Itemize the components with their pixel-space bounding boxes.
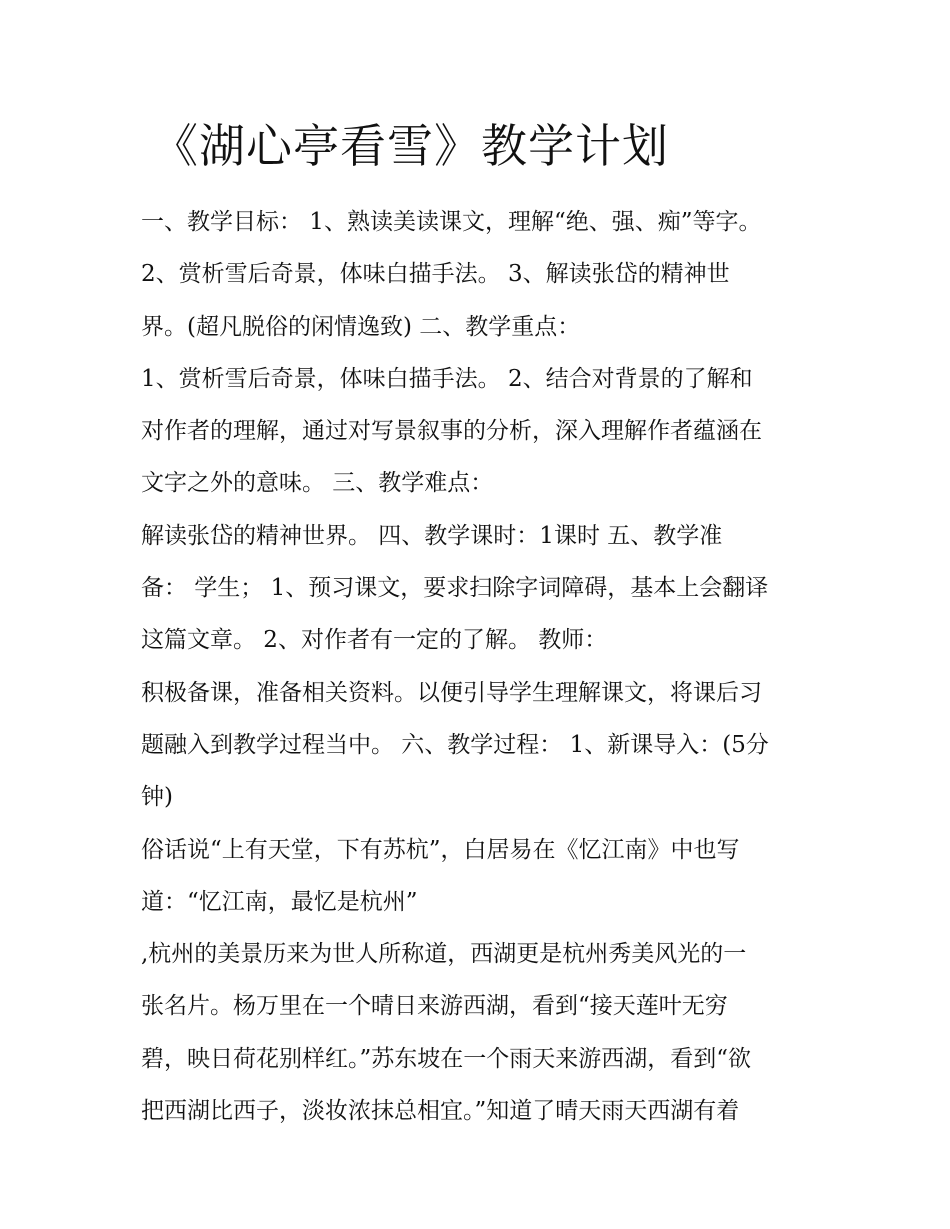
text-line: ,杭州的美景历来为世人所称道，西湖更是杭州秀美风光的一 (141, 941, 747, 968)
text-line: 界。(超凡脱俗的闲情逸致) 二、教学重点： (141, 313, 581, 340)
text-line: 1、赏析雪后奇景，体味白描手法。 2、结合对背景的了解和 (141, 365, 753, 392)
text-line: 备： 学生； 1、预习课文，要求扫除字词障碍，基本上会翻译 (141, 575, 769, 602)
text-line: 2、赏析雪后奇景，体味白描手法。 3、解读张岱的精神世 (141, 261, 730, 288)
text-line: 对作者的理解，通过对写景叙事的分析，深入理解作者蕴涵在 (141, 418, 762, 445)
text-line: 碧，映日荷花别样红。”苏东坡在一个雨天来游西湖，看到“欲 (141, 1045, 752, 1072)
document-title: 《湖心亭看雪》教学计划 (152, 119, 669, 173)
text-line: 积极备课，准备相关资料。以便引导学生理解课文，将课后习 (141, 679, 762, 706)
text-line: 一、教学目标： 1、熟读美读课文，理解“绝、强、痴”等字。 (141, 209, 762, 235)
text-line: 解读张岱的精神世界。 四、教学课时：1课时 五、教学准 (141, 522, 723, 549)
text-line: 钟) (141, 784, 173, 811)
document-body (141, 196, 831, 1137)
text-line: 张名片。杨万里在一个晴日来游西湖，看到“接天莲叶无穷 (141, 993, 728, 1020)
text-line: 道：“忆江南，最忆是杭州” (141, 888, 418, 915)
text-line: 文字之外的意味。 三、教学难点： (141, 470, 494, 497)
text-line: 题融入到教学过程当中。 六、教学过程： 1、新课导入：(5分 (141, 731, 769, 758)
text-line: 把西湖比西子，淡妆浓抹总相宜。”知道了晴天雨天西湖有着 (141, 1098, 740, 1125)
text-line: 这篇文章。 2、对作者有一定的了解。 教师： (141, 627, 608, 654)
text-line: 俗话说“上有天堂，下有苏杭”，白居易在《忆江南》中也写 (141, 836, 740, 863)
